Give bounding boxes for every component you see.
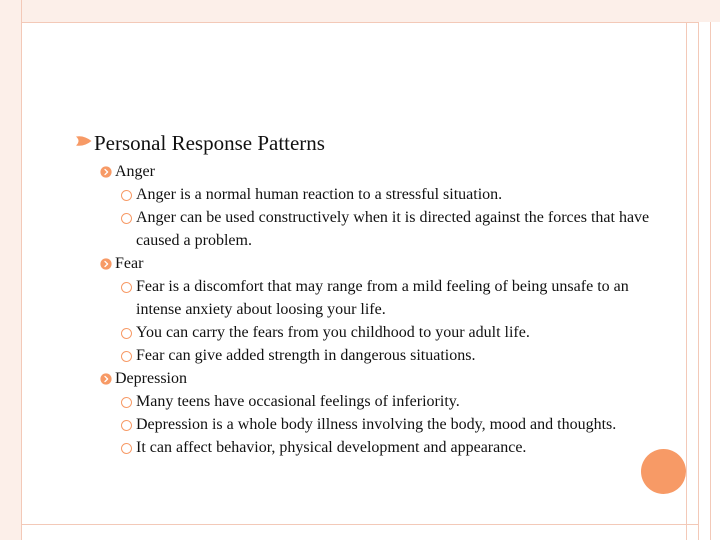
slide-frame-left bbox=[0, 0, 22, 540]
ring-bullet-icon bbox=[121, 282, 132, 293]
ring-bullet-icon bbox=[121, 213, 132, 224]
frame-line-right-2 bbox=[698, 22, 699, 540]
section-heading-text: Depression bbox=[115, 370, 187, 387]
bullet-text: Anger is a normal human reaction to a stressful situation. bbox=[136, 186, 503, 203]
ring-bullet-icon bbox=[121, 420, 132, 431]
frame-line-top bbox=[22, 22, 698, 23]
bullet-item bbox=[70, 321, 670, 344]
bullet-text: Many teens have occasional feelings of inferiority. bbox=[136, 393, 460, 410]
ring-bullet-icon bbox=[121, 443, 132, 454]
frame-line-right-3 bbox=[710, 22, 711, 540]
frame-line-right-1 bbox=[686, 22, 687, 540]
filled-bullet-icon bbox=[100, 166, 112, 178]
bullet-text: It can affect behavior, physical development and appearance. bbox=[136, 439, 527, 456]
bullet-item bbox=[70, 275, 670, 321]
slide-frame-top bbox=[22, 0, 720, 22]
filled-bullet-icon bbox=[100, 258, 112, 270]
slide-content bbox=[70, 128, 670, 459]
bullet-item bbox=[70, 183, 670, 206]
ring-bullet-icon bbox=[121, 351, 132, 362]
filled-bullet-icon bbox=[100, 373, 112, 385]
bullet-text: You can carry the fears from you childhood to your adult life. bbox=[136, 324, 530, 341]
ring-bullet-icon bbox=[121, 397, 132, 408]
ring-bullet-icon bbox=[121, 190, 132, 201]
slide-title: Personal Response Patterns bbox=[94, 131, 325, 155]
title-bullet-icon bbox=[75, 135, 93, 147]
bullet-text: Anger can be used constructively when it is directed against the forces that have caused a problem. bbox=[136, 209, 650, 249]
bullet-text: Fear can give added strength in dangerous situations. bbox=[136, 347, 476, 364]
bullet-item bbox=[70, 436, 670, 459]
section-heading-text: Anger bbox=[115, 163, 155, 180]
ring-bullet-icon bbox=[121, 328, 132, 339]
title-row bbox=[70, 128, 670, 158]
section-heading-anger bbox=[70, 160, 670, 183]
section-heading-depression bbox=[70, 367, 670, 390]
bullet-item bbox=[70, 413, 670, 436]
section-heading-fear bbox=[70, 252, 670, 275]
bullet-text: Fear is a discomfort that may range from a mild feeling of being unsafe to an intense anxiety about loosing your life. bbox=[136, 278, 629, 318]
bullet-text: Depression is a whole body illness involving the body, mood and thoughts. bbox=[136, 416, 617, 433]
bullet-item bbox=[70, 344, 670, 367]
section-heading-text: Fear bbox=[115, 255, 144, 272]
bullet-item bbox=[70, 390, 670, 413]
bullet-item bbox=[70, 206, 670, 252]
frame-line-bottom bbox=[22, 524, 698, 525]
